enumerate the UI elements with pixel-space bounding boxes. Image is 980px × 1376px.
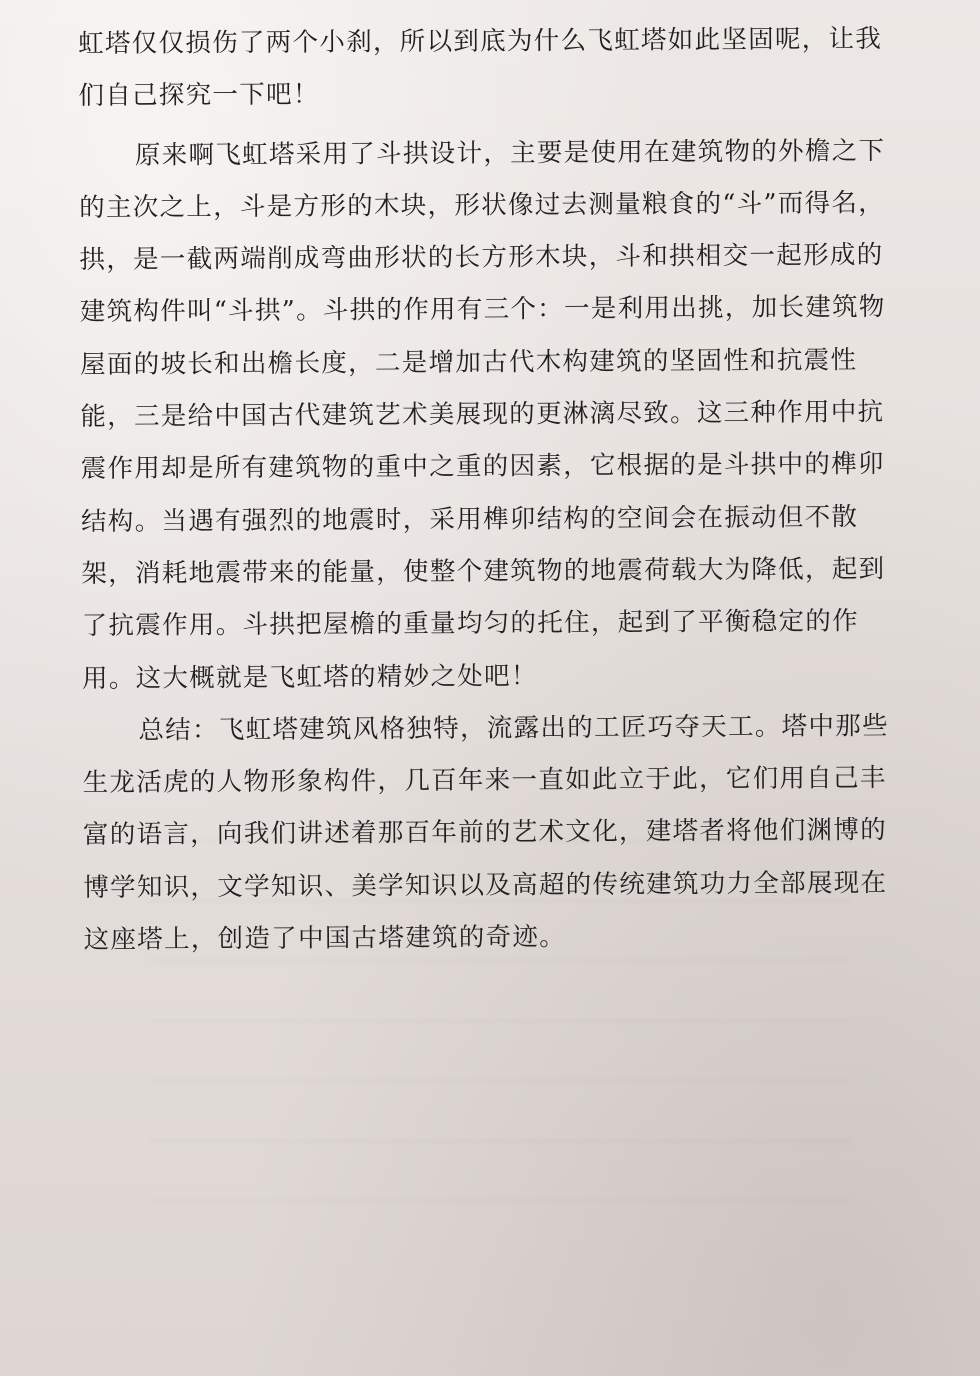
paragraph-3: 总结：飞虹塔建筑风格独特，流露出的工匠巧夺天工。塔中那些生龙活虎的人物形象构件，几百年来一直如此立于此，它们用自己丰富的语言，向我们讲述着那百年前的艺术文化，建塔者将他们渊博的博学知识，文学知识、美学知识以及高超的传统建筑功力全部展现在这座塔上，创造了中国古塔建筑的奇迹。: [82, 710, 889, 956]
paragraph-2: 原来啊飞虹塔采用了斗拱设计，主要是使用在建筑物的外檐之下的主次之上，斗是方形的木块，形状像过去测量粮食的“斗”而得名，拱，是一截两端削成弯曲形状的长方形木块，斗和拱相交一起形成的建筑构件叫“斗拱”。斗拱的作用有三个：一是利用出挑，加长建筑物屋面的坡长和出檐长度，二是增加古代木构建筑的坚固性和抗震性能，三是给中国古代建筑艺术美展现的更淋漓尽致。这三种作用中抗震作用却是所有建筑物的重中之重的因素，它根据的是斗拱中的榫卯结构。当遇有强烈的地震时，采用榫卯结构的空间会在振动但不散架，消耗地震带来的能量，使整个建筑物的地震荷载大为降低，起到了抗震作用。斗拱把屋檐的重量均匀的托住，起到了平衡稳定的作用。这大概就是飞虹塔的精妙之处吧！: [79, 135, 886, 694]
paragraph-1: 虹塔仅仅损伤了两个小刹，所以到底为什么飞虹塔如此坚固呢，让我们自己探究一下吧！: [78, 24, 883, 112]
handwritten-text-body: [78, 13, 914, 966]
